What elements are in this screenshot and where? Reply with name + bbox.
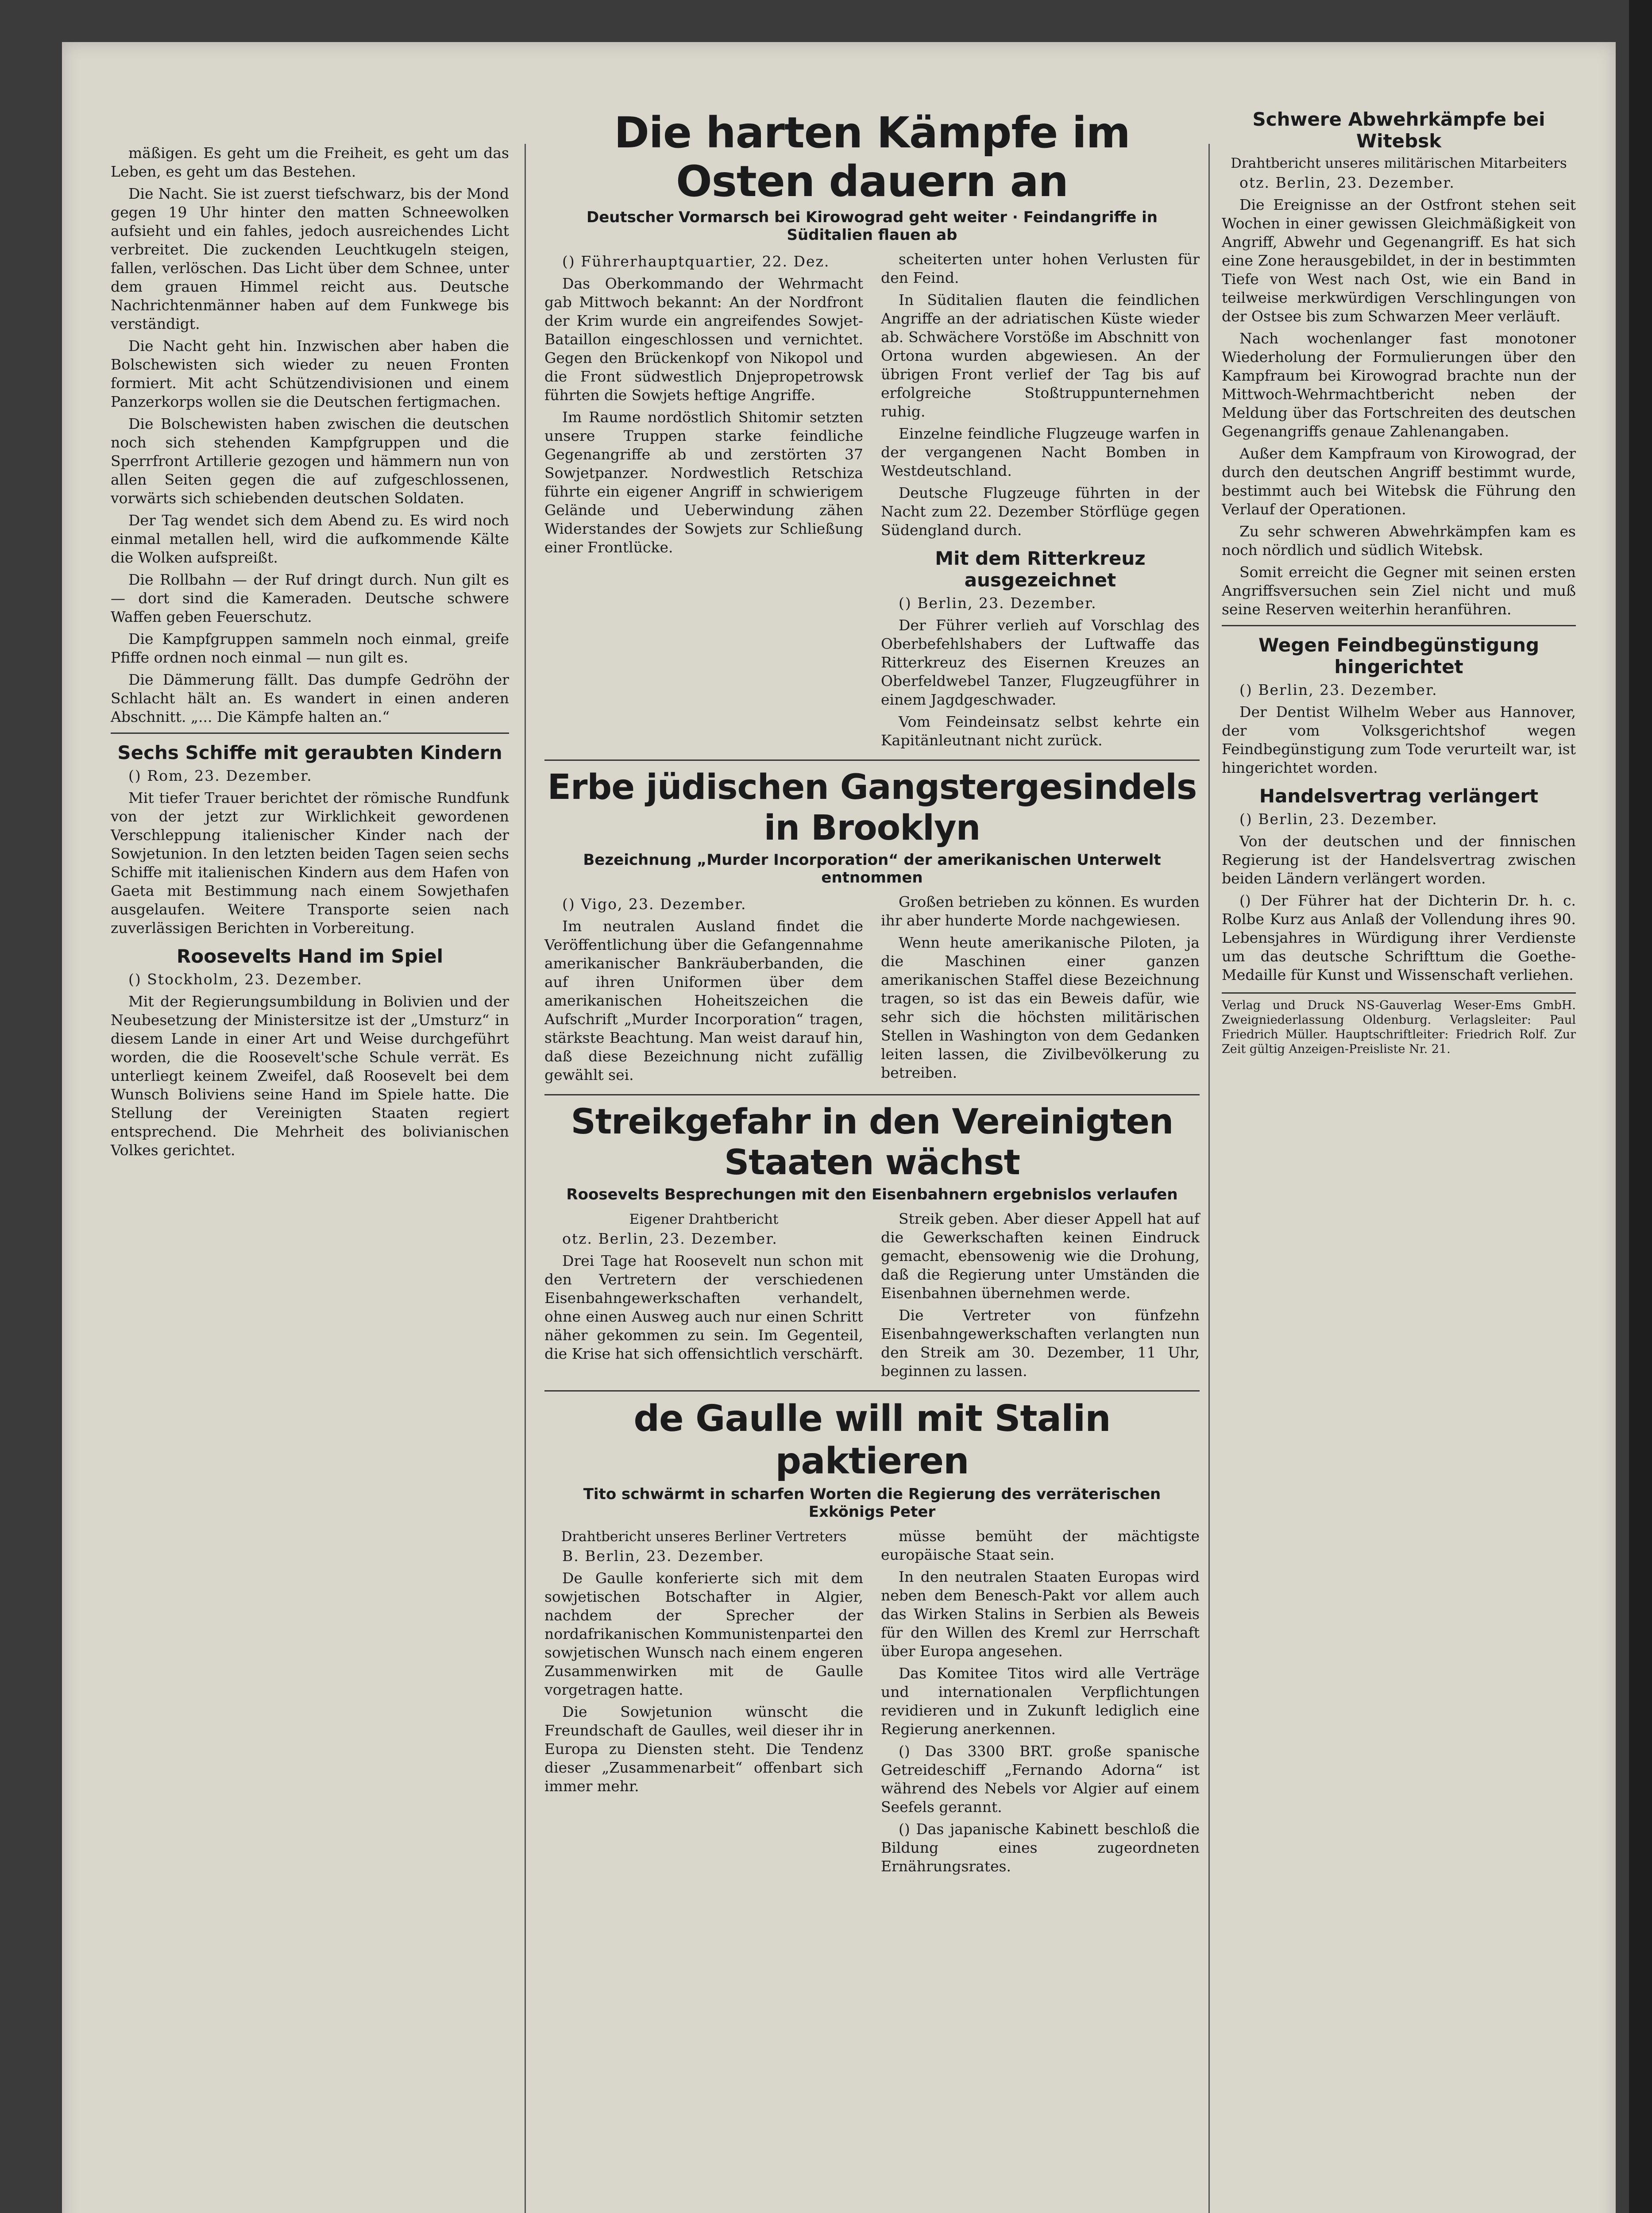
- paragraph: Vom Feindeinsatz selbst kehrte ein Kapitänleutnant nicht zurück.: [881, 713, 1200, 749]
- article-headline: Mit dem Ritterkreuz ausgezeichnet: [935, 547, 1146, 591]
- dateline: () Vigo, 23. Dezember.: [562, 895, 747, 913]
- paragraph: Die Rollbahn — der Ruf dringt durch. Nun gilt es — dort sind die Kameraden. Deutsche schwere Waffen geben Feuerschutz.: [111, 571, 509, 625]
- paragraph: Die Ereignisse an der Ostfront stehen seit Wochen in einer gewissen Gleichmäßigkeit von Angriff, Abwehr und Gegenangriff. Es hat sich eine Zone herausgebildet, in der in bestimmten Tiefe von West nach Ost, wie ein Band in teilweise merkwürdigen Verschlingungen von der Ostsee bis zum Schwarzen Meer verläuft.: [1222, 196, 1576, 325]
- dateline: () Berlin, 23. Dezember.: [1239, 810, 1438, 828]
- paragraph: Zu sehr schweren Abwehrkämpfen kam es noch nördlich und südlich Witebsk.: [1222, 523, 1576, 559]
- paragraph: In den neutralen Staaten Europas wird neben dem Benesch-Pakt vor allem auch das Wirken Stalins in Serbien als Beweis für den Willen des Kreml zur Herrschaft über Europa angesehen.: [881, 1568, 1200, 1660]
- imprint: [1222, 992, 1576, 1056]
- paragraph: Die Bolschewisten haben zwischen die deutschen noch sich stehenden Kampfgruppen und die Sperrfront Artillerie gezogen und hämmern nun von allen Seiten gegen die auf zufgeschlossenen, vorwärts sich schiebenden deutschen Soldaten.: [111, 415, 509, 507]
- headline: de Gaulle will mit Stalin paktieren: [633, 1398, 1111, 1482]
- paragraph: Streik geben. Aber dieser Appell hat auf die Gewerkschaften keinen Eindruck gemacht, ebensowenig wie die Drohung, daß die Regierung unter Umständen die Eisenbahnen übernehmen werde.: [881, 1210, 1200, 1302]
- byline: Eigener Drahtbericht: [629, 1211, 779, 1227]
- article-headline: Roosevelts Hand im Spiel: [177, 945, 443, 967]
- paragraph: Von der deutschen und der finnischen Regierung ist der Handelsvertrag zwischen beiden Ländern verlängert worden.: [1222, 833, 1576, 887]
- column-rule: [1208, 144, 1210, 2213]
- paragraph: Das Komitee Titos wird alle Verträge und internationalen Verpflichtungen revidieren und in Zukunft lediglich eine Regierung anerkennen.: [881, 1665, 1200, 1738]
- column-rule: [525, 144, 526, 2213]
- paragraph: Einzelne feindliche Flugzeuge warfen in der vergangenen Nacht Bomben in Westdeutschland.: [881, 425, 1200, 479]
- paragraph: Die Nacht. Sie ist zuerst tiefschwarz, bis der Mond gegen 19 Uhr hinter den matten Schneewolken aufsieht und ein fahles, jedoch ausreichendes Licht verbreitet. Die zuckenden Leuchtkugeln steigen, fallen, verlöschen. Das Licht über dem Schnee, unter dem grauen Himmel reicht aus. Deutsche Nachrichtenmänner haben auf dem Funkwege bis verständigt.: [111, 185, 509, 332]
- dateline: () Berlin, 23. Dezember.: [899, 594, 1097, 612]
- newspaper-page: [62, 42, 1616, 2213]
- paragraph: mäßigen. Es geht um die Freiheit, es geht um das Leben, es geht um das Bestehen.: [111, 144, 509, 180]
- paragraph: Somit erreicht die Gegner mit seinen ersten Angriffsversuchen sein Ziel nicht und muß seine Reserven weiterhin heranführen.: [1222, 563, 1576, 618]
- paragraph: () Der Führer hat der Dichterin Dr. h. c. Rolbe Kurz aus Anlaß der Vollendung ihres 90. Lebensjahres in Würdigung ihrer Verdienste um das deutsche Schrifttum die Goethe-Medaille für Kunst und Wissenschaft verliehen.: [1222, 892, 1576, 983]
- paragraph: Der Tag wendet sich dem Abend zu. Es wird noch einmal metallen hell, wird die aufkommende Kälte die Wolken aufspreißt.: [111, 512, 509, 566]
- subheadline: Deutscher Vormarsch bei Kirowograd geht weiter · Feindangriffe in Süditalien flauen ab: [587, 208, 1158, 244]
- dateline: () Stockholm, 23. Dezember.: [128, 971, 363, 988]
- paragraph: () Das 3300 BRT. große spanische Getreideschiff „Fernando Adorna“ ist während des Nebels vor Algier auf einem Seefels gerannt.: [881, 1743, 1200, 1816]
- divider: [111, 733, 509, 734]
- article-body: [544, 1527, 1200, 1879]
- paragraph: Im neutralen Ausland findet die Veröffentlichung über die Gefangennahme amerikanischer Bankräuberbanden, die auf ihren Uniformen über dem amerikanischen Hoheitszeichen die Aufschrift „Murder Incorporation“ tragen, stärkste Beachtung. Man weist darauf hin, daß diese Bezeichnung nicht zufällig gewählt sei.: [544, 918, 863, 1083]
- main-headline: Die harten Kämpfe im Osten dauern an: [614, 108, 1130, 206]
- paragraph: Die Sowjetunion wünscht die Freundschaft de Gaulles, weil dieser ihr in Europa zu Diensten steht. Die Tendenz dieser „Zusammenarbeit“ offenbart sich immer mehr.: [544, 1703, 863, 1795]
- paragraph: Nach wochenlanger fast monotoner Wiederholung der Formulierungen über den Kampfraum bei Kirowograd brachte nun der Mittwoch-Wehrmachtbericht neben der Meldung über das Fortschreiten des deutschen Gegenangriffs genaue Zahlenangaben.: [1222, 330, 1576, 440]
- column-center: [544, 108, 1200, 1879]
- dateline: B. Berlin, 23. Dezember.: [562, 1547, 764, 1565]
- paragraph: Deutsche Flugzeuge führten in der Nacht zum 22. Dezember Störflüge gegen Südengland durch.: [881, 484, 1200, 539]
- paragraph: Drei Tage hat Roosevelt nun schon mit den Vertretern der verschiedenen Eisenbahngewerkschaften verhandelt, ohne einen Ausweg auch nur einen Schritt näher gekommen zu sein. Im Gegenteil, die Krise hat sich offensichtlich verschärft.: [544, 1252, 863, 1362]
- article-body: [544, 893, 1200, 1088]
- paragraph: Im Raume nordöstlich Shitomir setzten unsere Truppen starke feindliche Gegenangriffe ab und zerstörten 37 Sowjetpanzer. Nordwestlich Retschiza führte ein eigener Angriff in schwierigem Gelände und Ueberwindung zähen Widerstandes der Sowjets zur Schließung einer Frontlücke.: [544, 409, 863, 556]
- subheadline: Roosevelts Besprechungen mit den Eisenbahnern ergebnislos verlaufen: [566, 1186, 1178, 1203]
- paragraph: Das Oberkommando der Wehrmacht gab Mittwoch bekannt: An der Nordfront der Krim wurde ein angreifendes Sowjet-Bataillon eingeschlossen und vernichtet. Gegen den Brückenkopf von Nikopol und die Front südwestlich Dnjepropetrowsk führten die Sowjets heftige Angriffe.: [544, 275, 863, 404]
- paragraph: De Gaulle konferierte sich mit dem sowjetischen Botschafter in Algier, nachdem der Sprecher der nordafrikanischen Kommunistenpartei den sowjetischen Wunsch nach einem engeren Zusammenwirken mit de Gaulle vorgetragen hatte.: [544, 1569, 863, 1698]
- article-headline: Wegen Feindbegünstigung hingerichtet: [1258, 634, 1540, 678]
- column-left: [111, 144, 509, 1163]
- dateline: () Führerhauptquartier, 22. Dez.: [562, 253, 830, 270]
- paragraph: In Süditalien flauten die feindlichen Angriffe an der adriatischen Küste wieder ab. Schwächere Vorstöße im Abschnitt von Ortona wurden abgewiesen. An der übrigen Front verlief der Tag bis auf erfolgreiche Stoßtruppunternehmen ruhig.: [881, 291, 1200, 420]
- paragraph: Die Vertreter von fünfzehn Eisenbahngewerkschaften verlangten nun den Streik am 30. Dezember, 11 Uhr, beginnen zu lassen.: [881, 1307, 1200, 1380]
- paragraph: Wenn heute amerikanische Piloten, ja die Maschinen einer ganzen amerikanischen Staffel diese Bezeichnung tragen, so ist das ein Beweis dafür, wie sehr sich die höchsten militärischen Stellen in Washington von dem Gedanken leiten lassen, die Zivilbevölkerung zu betreiben.: [881, 934, 1200, 1081]
- subheadline: Tito schwärmt in scharfen Worten die Regierung des verräterischen Exkönigs Peter: [583, 1485, 1161, 1521]
- paragraph: Der Führer verlieh auf Vorschlag des Oberbefehlshabers der Luftwaffe das Ritterkreuz des Eisernen Kreuzes an Oberfeldwebel Tanzer, Flugzeugführer in einem Jagdgeschwader.: [881, 617, 1200, 708]
- dateline: otz. Berlin, 23. Dezember.: [562, 1230, 778, 1247]
- scan-edge: [1629, 0, 1652, 2213]
- divider: [544, 1390, 1200, 1392]
- article-headline: Schwere Abwehrkämpfe bei Witebsk: [1252, 108, 1545, 152]
- article-body: [544, 250, 1200, 753]
- paragraph: Mit der Regierungsumbildung in Bolivien und der Neubesetzung der Ministersitze ist der „Umsturz“ in diesem Lande in einer Art und Weise durchgeführt worden, die die Roosevelt'sche Schule verrät. Es unterliegt keinem Zweifel, daß Roosevelt bei dem Wunsch Boliviens seine Hand im Spiele hatte. Die Stellung der Vereinigten Staaten regiert entsprechend. Die Mehrheit des bolivianischen Volkes gerichtet.: [111, 993, 509, 1159]
- paragraph: Außer dem Kampfraum von Kirowograd, der durch den deutschen Angriff bestimmt wurde, bestimmt auch bei Witebsk die Führung den Verlauf der Operationen.: [1222, 445, 1576, 518]
- paragraph: () Das japanische Kabinett beschloß die Bildung eines zugeordneten Ernährungsrates.: [881, 1820, 1200, 1875]
- paragraph: Der Dentist Wilhelm Weber aus Hannover, der vom Volksgerichtshof wegen Feindbegünstigung zum Tode verurteilt war, ist hingerichtet worden.: [1222, 703, 1576, 776]
- article-headline: Handelsvertrag verlängert: [1259, 785, 1539, 807]
- column-right: [1222, 108, 1576, 1060]
- paragraph: Die Dämmerung fällt. Das dumpfe Gedröhn der Schlacht hält an. Es wandert in einen anderen Abschnitt. „... Die Kämpfe halten an.“: [111, 671, 509, 725]
- dateline: () Berlin, 23. Dezember.: [1239, 681, 1438, 698]
- byline: Drahtbericht unseres Berliner Vertreters: [561, 1529, 847, 1545]
- dateline: otz. Berlin, 23. Dezember.: [1239, 174, 1455, 191]
- article-headline: Sechs Schiffe mit geraubten Kindern: [117, 742, 502, 763]
- divider: [544, 1094, 1200, 1095]
- paragraph: Die Nacht geht hin. Inzwischen aber haben die Bolschewisten sich wieder zu neuen Fronten formiert. Mit acht Schützendivisionen und einem Panzerkorps wollen sie die Deutschen fertigmachen.: [111, 337, 509, 410]
- dateline: () Rom, 23. Dezember.: [128, 767, 313, 784]
- headline: Streikgefahr in den Vereinigten Staaten wächst: [571, 1102, 1173, 1183]
- paragraph: Mit tiefer Trauer berichtet der römische Rundfunk von der jetzt zur Wirklichkeit gewordenen Verschleppung italienischer Kinder nach der Sowjetunion. In den letzten beiden Tagen seien sechs Schiffe mit italienischen Kindern aus dem Hafen von Gaeta mit Bestimmung nach einem Sowjethafen ausgelaufen. Weitere Transporte seien nach zuverlässigen Berichten in Vorbereitung.: [111, 789, 509, 937]
- paragraph: scheiterten unter hohen Verlusten für den Feind.: [881, 251, 1200, 286]
- article-body: [544, 1210, 1200, 1384]
- headline: Erbe jüdischen Gangstergesindels in Brooklyn: [547, 767, 1197, 848]
- byline: Drahtbericht unseres militärischen Mitarbeiters: [1231, 155, 1567, 171]
- divider: [544, 760, 1200, 761]
- paragraph: Die Kampfgruppen sammeln noch einmal, greife Pfiffe ordnen noch einmal — nun gilt es.: [111, 630, 509, 666]
- imprint-text: Verlag und Druck NS-Gauverlag Weser-Ems GmbH. Zweigniederlassung Oldenburg. Verlagsleiter: Paul Friedrich Müller. Hauptschriftleiter: Friedrich Rolf. Zur Zeit gültig Anzeigen-Preisliste Nr. 21.: [1222, 999, 1576, 1056]
- divider: [1222, 625, 1576, 626]
- paragraph: Großen betrieben zu können. Es wurden ihr aber hunderte Morde nachgewiesen.: [881, 893, 1200, 929]
- subheadline: Bezeichnung „Murder Incorporation“ der amerikanischen Unterwelt entnommen: [583, 851, 1161, 887]
- paragraph: müsse bemüht der mächtigste europäische Staat sein.: [881, 1527, 1200, 1563]
